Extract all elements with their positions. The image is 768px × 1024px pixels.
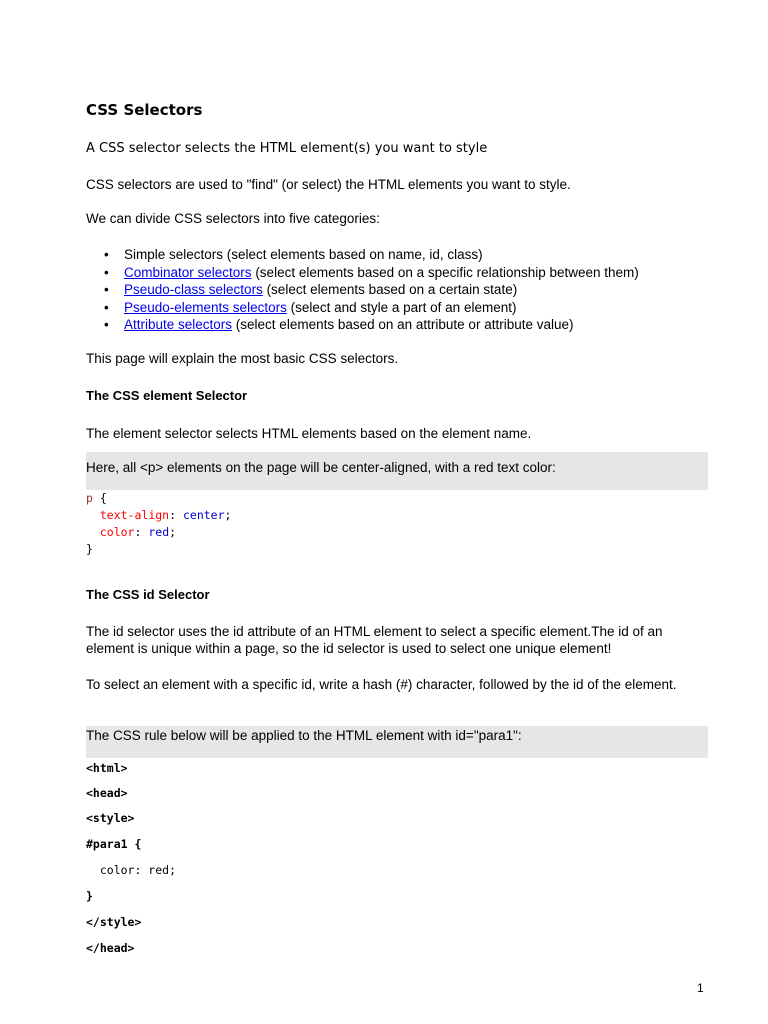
id-selector-heading: The CSS id Selector	[86, 587, 210, 602]
example-note-text: Here, all <p> elements on the page will be center-aligned, with a red text color:	[86, 460, 556, 475]
bullet-icon: •	[104, 247, 109, 262]
id-selector-description: The id selector uses the id attribute of an HTML element to select a specific element.The id of an element is unique within a page, so the id selector is used to select one unique element!	[86, 624, 663, 656]
list-item	[86, 264, 726, 282]
code-line: <html>	[86, 761, 128, 775]
category-text: (select elements based on an attribute or attribute value)	[232, 317, 574, 332]
element-selector-description: The element selector selects HTML elements based on the element name.	[86, 426, 532, 441]
element-selector-heading: The CSS element Selector	[86, 388, 248, 403]
example-note-box	[86, 452, 708, 490]
pseudo-elements-selectors-link[interactable]: Pseudo-elements selectors	[124, 299, 287, 315]
list-item	[86, 316, 726, 334]
explain-paragraph: This page will explain the most basic CSS selectors.	[86, 351, 399, 366]
page-number: 1	[697, 981, 704, 995]
category-text: (select and style a part of an element)	[286, 299, 517, 315]
category-text: Simple selectors (select elements based on name, id, class)	[124, 247, 483, 262]
bullet-icon: •	[104, 282, 109, 297]
id-selector-description-2: To select an element with a specific id, write a hash (#) character, followed by the id of the element.	[86, 677, 677, 692]
code-property: text-align	[99, 508, 170, 522]
code-line: }	[86, 889, 93, 903]
id-example-note-text: The CSS rule below will be applied to the HTML element with id="para1":	[86, 728, 522, 743]
bullet-icon: •	[104, 264, 109, 280]
code-line: <style>	[86, 811, 135, 825]
code-selector: p	[86, 491, 93, 505]
list-item	[86, 281, 726, 299]
selector-categories-list	[86, 246, 726, 334]
css-code-block: p { text-align: center; color: red; }	[86, 491, 232, 556]
code-line: #para1 {	[86, 837, 142, 851]
code-line: color: red;	[86, 863, 177, 877]
list-item	[86, 299, 726, 317]
list-item	[86, 246, 726, 264]
bullet-icon: •	[104, 299, 109, 315]
code-line: <head>	[86, 786, 128, 800]
page-title: CSS Selectors	[86, 101, 203, 119]
code-value: red	[148, 525, 170, 539]
code-close-brace: }	[86, 542, 93, 556]
code-line: </head>	[86, 941, 135, 955]
intro-paragraph-3: We can divide CSS selectors into five categories:	[86, 211, 380, 226]
combinator-selectors-link[interactable]: Combinator selectors	[124, 264, 252, 280]
intro-paragraph-1: A CSS selector selects the HTML element(s) you want to style	[86, 141, 488, 156]
id-example-note-box	[86, 726, 708, 758]
code-property: color	[99, 525, 135, 539]
code-value: center	[182, 508, 225, 522]
pseudo-class-selectors-link[interactable]: Pseudo-class selectors	[124, 282, 263, 297]
code-line: </style>	[86, 915, 142, 929]
attribute-selectors-link[interactable]: Attribute selectors	[124, 317, 233, 332]
category-text: (select elements based on a specific relationship between them)	[251, 264, 639, 280]
category-text: (select elements based on a certain state)	[262, 282, 518, 297]
bullet-icon: •	[104, 317, 109, 332]
code-open-brace: {	[92, 491, 107, 505]
intro-paragraph-2: CSS selectors are used to "find" (or select) the HTML elements you want to style.	[86, 177, 571, 192]
